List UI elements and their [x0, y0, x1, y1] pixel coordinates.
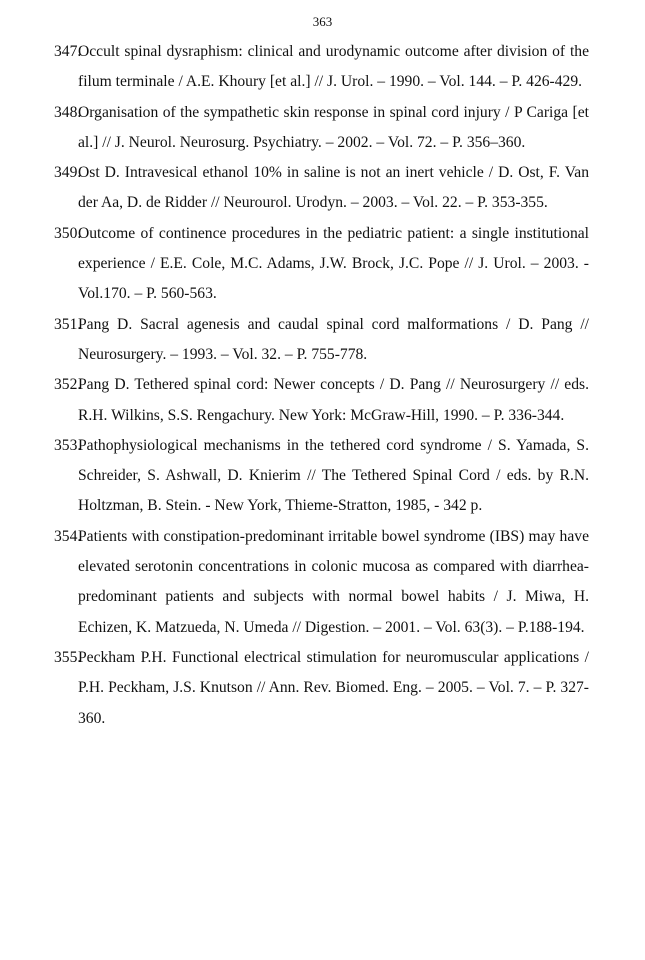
reference-text: Ost D. Intravesical ethanol 10% in saline is not an inert vehicle / D. Ost, F. Van der Aa, D. de Ridder // Neurourol. Urodyn. – 2003. – Vol. 22. – P. 353-355. — [78, 164, 589, 212]
reference-text: Pang D. Tethered spinal cord: Newer concepts / D. Pang // Neurosurgery // eds. R.H. Wilkins, S.S. Rengachury. New York: McGraw-Hill, 1990. – P. 336-344. — [78, 376, 589, 424]
reference-item — [54, 431, 589, 522]
reference-item — [54, 98, 589, 159]
reference-number: 351. — [54, 315, 82, 333]
reference-number: 348. — [54, 103, 82, 121]
reference-item — [54, 643, 589, 734]
reference-item — [54, 522, 589, 643]
reference-list — [54, 37, 589, 734]
reference-number: 352. — [54, 376, 82, 394]
reference-text: Peckham P.H. Functional electrical stimulation for neuromuscular applications / P.H. Peckham, J.S. Knutson // Ann. Rev. Biomed. Eng. – 2005. – Vol. 7. – P. 327-360. — [78, 648, 589, 727]
reference-number: 354. — [54, 527, 82, 545]
reference-text: Occult spinal dysraphism: clinical and urodynamic outcome after division of the filum terminale / A.E. Khoury [et al.] // J. Urol. – 1990. – Vol. 144. – P. 426-429. — [78, 43, 589, 91]
reference-number: 347. — [54, 43, 82, 60]
page-number: 363 — [312, 14, 333, 29]
reference-item — [54, 158, 589, 219]
reference-text: Patients with constipation-predominant irritable bowel syndrome (IBS) may have elevated serotonin concentrations in colonic mucosa as compared with diarrhea-predominant patients and subjects with normal bowel habits / J. Miwa, H. Echizen, K. Matzueda, N. Umeda // Digestion. – 2001. – Vol. 63(3). – P.188-194. — [78, 527, 589, 636]
reference-number: 353. — [54, 436, 82, 454]
reference-item — [54, 37, 589, 98]
reference-number: 349. — [54, 164, 82, 182]
reference-number: 350. — [54, 224, 82, 242]
reference-item — [54, 370, 589, 431]
reference-text: Organisation of the sympathetic skin response in spinal cord injury / P Cariga [et al.] // J. Neurol. Neurosurg. Psychiatry. – 2002. – Vol. 72. – P. 356–360. — [78, 103, 589, 151]
reference-text: Outcome of continence procedures in the pediatric patient: a single institutional experience / E.E. Cole, M.C. Adams, J.W. Brock, J.C. Pope // J. Urol. – 2003. - Vol.170. – P. 560-563. — [78, 224, 589, 303]
reference-number: 355. — [54, 648, 82, 666]
reference-text: Pang D. Sacral agenesis and caudal spinal cord malformations / D. Pang // Neurosurgery. – 1993. – Vol. 32. – P. 755-778. — [78, 315, 589, 363]
reference-item — [54, 219, 589, 310]
reference-text: Pathophysiological mechanisms in the tethered cord syndrome / S. Yamada, S. Schreider, S. Ashwall, D. Knierim // The Tethered Spinal Cord / eds. by R.N. Holtzman, B. Stein. - New York, Thieme-Stratton, 1985, - 342 p. — [78, 436, 589, 515]
reference-item — [54, 310, 589, 371]
